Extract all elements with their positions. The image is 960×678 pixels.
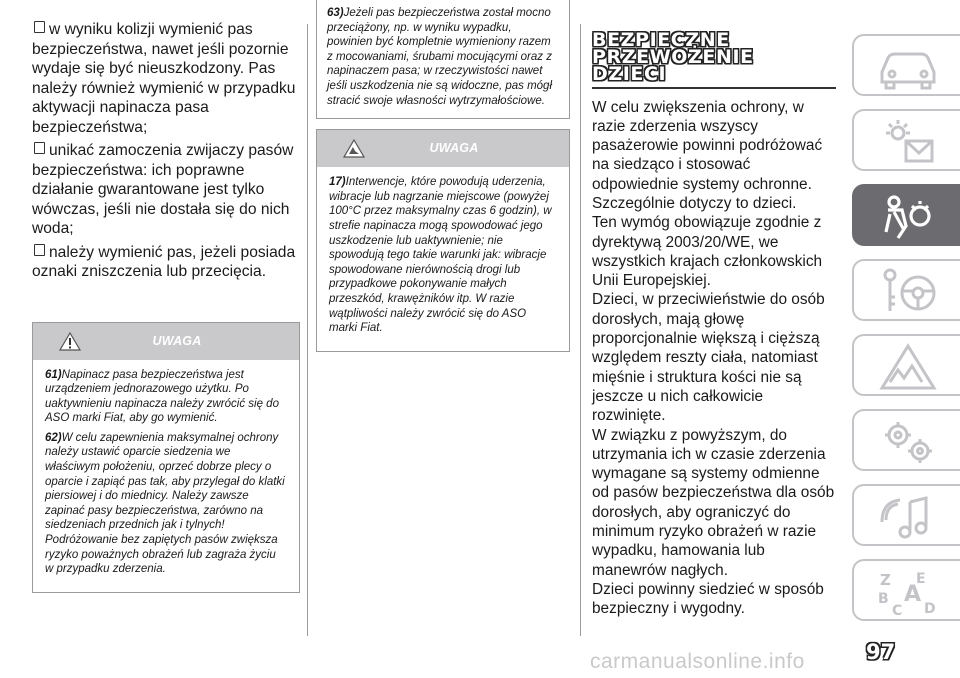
tab-starting-driving[interactable]: [852, 259, 960, 321]
checkbox-bullet-icon: [34, 142, 45, 154]
paragraph: Dzieci, w przeciwieństwie do osób dorosłych, mają głowę proporcjonalnie większą i cięższą względem reszty ciała, natomiast mięśnie i struktura kości nie są jeszcze u nich całkowicie rozwinięte.: [592, 291, 825, 425]
paragraph: W celu zwiększenia ochrony, w razie zderzenia wszyscy pasażerowie powinni podróżować na siedząco i stosować odpowiednie systemy ochronne.: [592, 98, 823, 193]
paragraph: Dzieci powinny siedzieć w sposób bezpieczny i wygodny.: [592, 580, 824, 618]
list-item: należy wymienić pas, jeżeli posiada oznaki zniszczenia lub przecięcia.: [32, 243, 296, 280]
svg-text:B: B: [878, 591, 889, 607]
tab-safety[interactable]: [852, 184, 960, 246]
chapter-tabs: [852, 34, 960, 634]
car-icon: [876, 42, 940, 92]
warning-triangle-icon: [876, 342, 940, 392]
warning-body: [33, 360, 299, 592]
svg-text:Z: Z: [880, 571, 891, 589]
svg-text:A: A: [904, 582, 922, 607]
paragraph: Szczególnie dotyczy to dzieci.: [592, 194, 797, 212]
warning-body: [317, 167, 569, 351]
continued-note: 63)Jeżeli pas bezpieczeństwa został mocno przeciążony, np. w wyniku wypadku, powinien być kompletnie wymieniony razem z mocowaniami, śrubami mocującymi oraz z napinaczem pasa; w rzeczywistości nawet jeśli uszkodzenia nie są widoczne, pas mógł stracić swoje własności wytrzymałościowe.: [316, 0, 570, 119]
column-divider: [307, 24, 308, 636]
column-left: [32, 0, 300, 593]
note-number: 63): [327, 7, 344, 19]
warning-header: [33, 323, 299, 360]
tab-index[interactable]: [852, 559, 960, 621]
tab-emergency[interactable]: [852, 334, 960, 396]
tab-car[interactable]: [852, 34, 960, 96]
heading-underline: [592, 87, 836, 89]
tab-maintenance[interactable]: [852, 409, 960, 471]
key-steering-wheel-icon: [876, 267, 940, 317]
index-letters-icon: [876, 567, 940, 617]
list-item: unikać zamoczenia zwijaczy pasów bezpieczeństwa: ich poprawne działanie gwarantowane jest tylko wówczas, jeśli nie dostała się do nich woda;: [32, 142, 294, 237]
seatbelt-airbag-icon: [876, 192, 940, 242]
column-middle: [316, 0, 570, 352]
svg-text:D: D: [924, 601, 936, 617]
tab-multimedia[interactable]: [852, 484, 960, 546]
note-number: 61): [45, 368, 62, 381]
note-number: 17): [329, 176, 346, 189]
svg-text:C: C: [892, 603, 903, 617]
warning-lights-icon: [876, 117, 940, 167]
column-right: [592, 0, 836, 619]
watermark: carmanualsonline.info: [590, 650, 805, 673]
tab-warning-lights[interactable]: [852, 109, 960, 171]
page-number: 97: [866, 640, 896, 664]
note-number: 62): [45, 431, 62, 444]
multimedia-icon: [876, 492, 940, 542]
column-divider: [580, 24, 581, 636]
checkbox-bullet-icon: [34, 21, 45, 33]
warning-box: [32, 322, 300, 593]
checkbox-bullet-icon: [34, 244, 45, 256]
paragraph: W związku z powyższym, do utrzymania ich w czasie zderzenia wymagane są systemy odmienne od pasów bezpieczeństwa dla osób dorosłych, aby ograniczyć do minimum ryzyko obrażeń w razie wypadku, hamowania lub manewrów nagłych.: [592, 426, 835, 579]
warning-note: 61)Napinacz pasa bezpieczeństwa jest urządzeniem jednorazowego użytku. Po uaktywnieniu napinacza należy zwrócić się do ASO marki Fiat, aby go wymienić.: [45, 368, 279, 425]
warning-title: UWAGA: [152, 333, 202, 348]
warning-title: UWAGA: [429, 141, 479, 156]
section-heading: BEZPIECZNE PRZEWOŻENIE DZIECI: [592, 29, 754, 85]
section-body: [592, 98, 836, 619]
warning-note: 17)Interwencje, które powodują uderzenia, wibracje lub nagrzanie miejscowe (powyżej 100°C przez maksymalny czas 6 godzin), w strefie napinacza mogą spowodować jego uszkodzenie lub uaktywnienie; nie spowodują tego takie warunki jak: wibracje spowodowane nierównością drogi lub przypadkowe pokonywanie małych przeszkód, krawężników itp. W razie wątpliwości należy zwrócić się do ASO marki Fiat.: [329, 176, 552, 335]
warning-header: [317, 130, 569, 167]
warning-note: 62)W celu zapewnienia maksymalnej ochrony należy ustawić oparcie siedzenia we właściwym położeniu, oprzeć dobrze plecy o oparcie i zapiąć pas tak, aby przylegał do klatki piersiowej i do miednicy. Należy zawsze zapinać pasy bezpieczeństwa, zarówno na siedzeniach przednich jak i tylnych! Podróżowanie bez zapiętych pasów zwiększa ryzyko poważnych obrażeń lub zagraża życiu w przypadku zderzenia.: [45, 431, 285, 576]
svg-text:E: E: [916, 571, 926, 587]
list-item: w wyniku kolizji wymienić pas bezpieczeństwa, nawet jeśli pozornie wydaje się być nieuszkodzony. Pas należy również wymienić w przypadku aktywacji napinacza pasa bezpieczeństwa;: [32, 21, 296, 136]
maintenance-gears-icon: [876, 417, 940, 467]
warning-box: [316, 129, 570, 352]
paragraph: Ten wymóg obowiązuje zgodnie z dyrektywą 2003/20/WE, we wszystkich krajach członkowskich Unii Europejskiej.: [592, 214, 823, 290]
bullet-list: [32, 20, 300, 282]
